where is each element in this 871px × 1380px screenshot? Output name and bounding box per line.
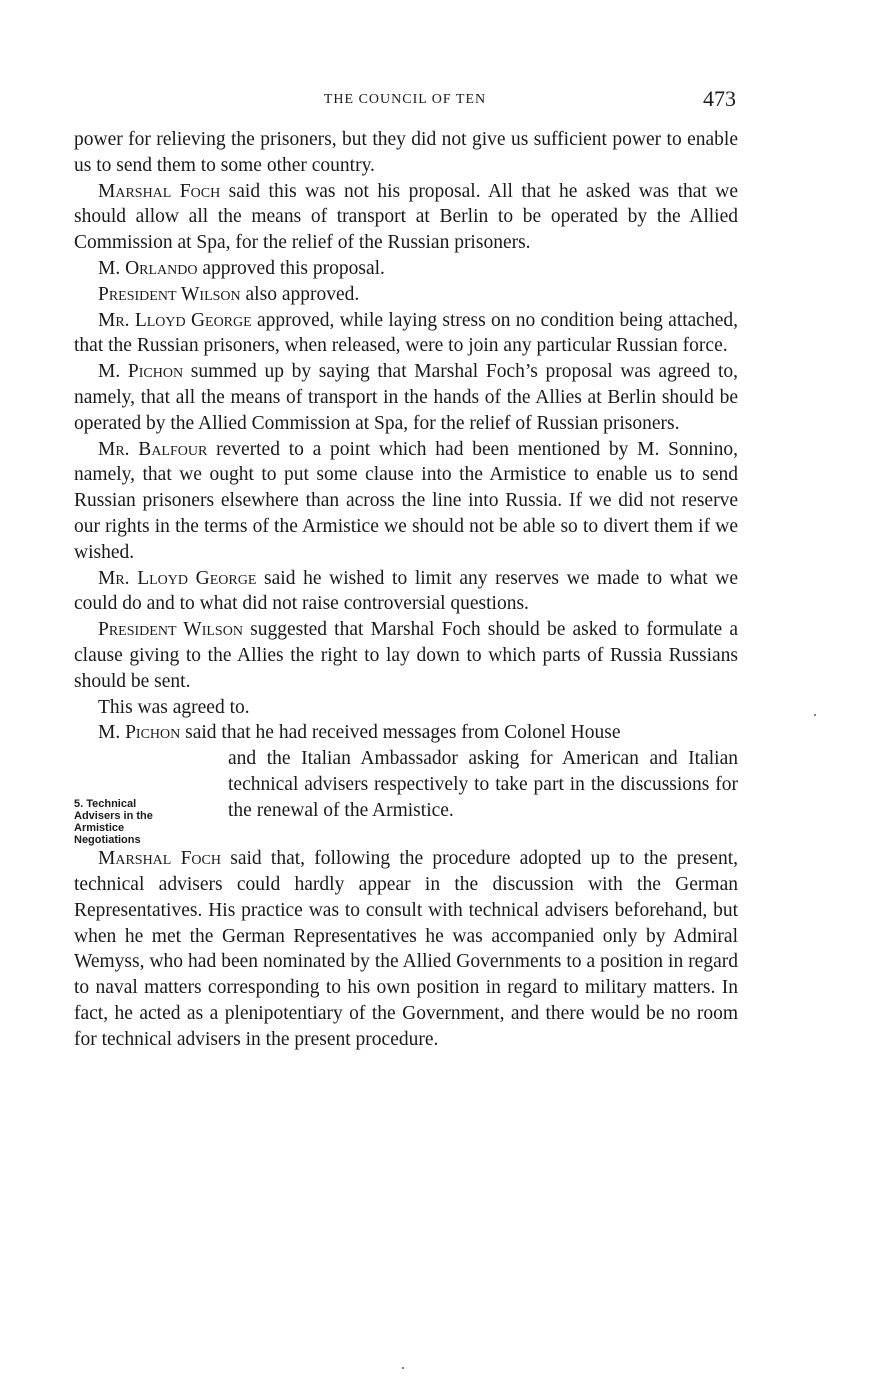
speaker-name: Marshal Foch: [98, 848, 221, 870]
speaker-name: Mr. Lloyd George: [98, 567, 257, 589]
pichon-paragraph-continuation: and the Italian Ambassador asking for American and Italian technical advisers respectively to take part in the discussions for the renewal of the Armistice.: [228, 748, 738, 821]
speaker-name: President Wilson: [98, 619, 243, 641]
paragraph-text: power for relieving the prisoners, but they did not give us sufficient power to enable us to send them to some other country.: [74, 129, 738, 176]
paragraph-text: said that he had received messages from Colonel House: [180, 722, 621, 744]
pichon-paragraph-first-line: [74, 720, 738, 746]
paragraph: [74, 617, 738, 694]
paragraph: [74, 359, 738, 436]
speaker-name: M. Orlando: [98, 257, 198, 279]
body-text: [74, 127, 738, 1053]
paragraph-text: approved this proposal.: [197, 257, 385, 279]
paragraph: [74, 695, 738, 721]
speaker-name: M. Pichon: [98, 361, 184, 383]
side-note-line: Negotiations: [74, 834, 141, 847]
page-number: 473: [703, 86, 736, 111]
side-note: [74, 746, 214, 846]
paragraph-text: This was agreed to.: [98, 696, 250, 718]
paragraph: [74, 308, 738, 360]
scan-speck: [814, 714, 816, 716]
speaker-name: President Wilson: [98, 283, 241, 305]
paragraph-text: also approved.: [240, 283, 360, 305]
paragraph: [74, 256, 738, 282]
paragraph-text: reverted to a point which had been mentioned by M. Sonnino, namely, that we ought to put some clause into the Armistice to enable us to send Russian prisoners elsewhere than across the line into Russia. If we did not reserve our rights in the terms of the Armistice we should not be able so to divert them if we wished.: [74, 438, 738, 563]
paragraph: [74, 566, 738, 618]
paragraph-text: said he wished to limit any reserves we made to what we could do and to what did not raise controversial questions.: [74, 567, 738, 615]
side-note-line: Advisers in the: [74, 810, 153, 823]
speaker-name: Marshal Foch: [98, 180, 221, 202]
running-title: THE COUNCIL OF TEN: [323, 92, 487, 107]
speaker-name: Mr. Balfour: [98, 438, 208, 460]
paragraph-text: summed up by saying that Marshal Foch’s proposal was agreed to, namely, that all the means of transport in the hands of the Allies at Berlin should be operated by the Allied Commission at Spa, for the relief of Russian prisoners.: [74, 361, 738, 434]
running-header: [74, 86, 736, 116]
side-note-line: Armistice: [74, 822, 125, 835]
speaker-name: Mr. Lloyd George: [98, 309, 252, 331]
scan-speck: [402, 1367, 404, 1369]
speaker-name: M. Pichon: [98, 722, 181, 744]
paragraph-text: approved, while laying stress on no condition being attached, that the Russian prisoners, when released, were to join any particular Russian force.: [74, 309, 738, 357]
paragraph: [74, 179, 738, 256]
paragraph: [74, 846, 738, 1052]
paragraph-text: said this was not his proposal. All that he asked was that we should allow all the means of transport at Berlin to be operated by the Allied Commission at Spa, for the relief of the Russian prisoners.: [74, 180, 739, 254]
side-note-block: [74, 746, 738, 846]
paragraph-text: suggested that Marshal Foch should be asked to formulate a clause giving to the Allies the right to lay down to which parts of Russia Russians should be sent.: [74, 619, 739, 692]
paragraph-text: said that, following the procedure adopted up to the present, technical advisers could hardly appear in the discussion with the German Representatives. His practice was to consult with technical advisers beforehand, but when he met the German Representatives he was accompanied only by Admiral Wemyss, who had been nominated by the Allied Governments to a position in regard to naval matters corresponding to his own position in regard to military matters. In fact, he acted as a plenipotentiary of the Government, and there would be no room for technical advisers in the present procedure.: [74, 848, 738, 1050]
side-note-line: 5. Technical: [74, 798, 137, 811]
paragraph-continuation: [74, 127, 738, 179]
paragraph: [74, 437, 738, 566]
paragraph: [74, 282, 738, 308]
